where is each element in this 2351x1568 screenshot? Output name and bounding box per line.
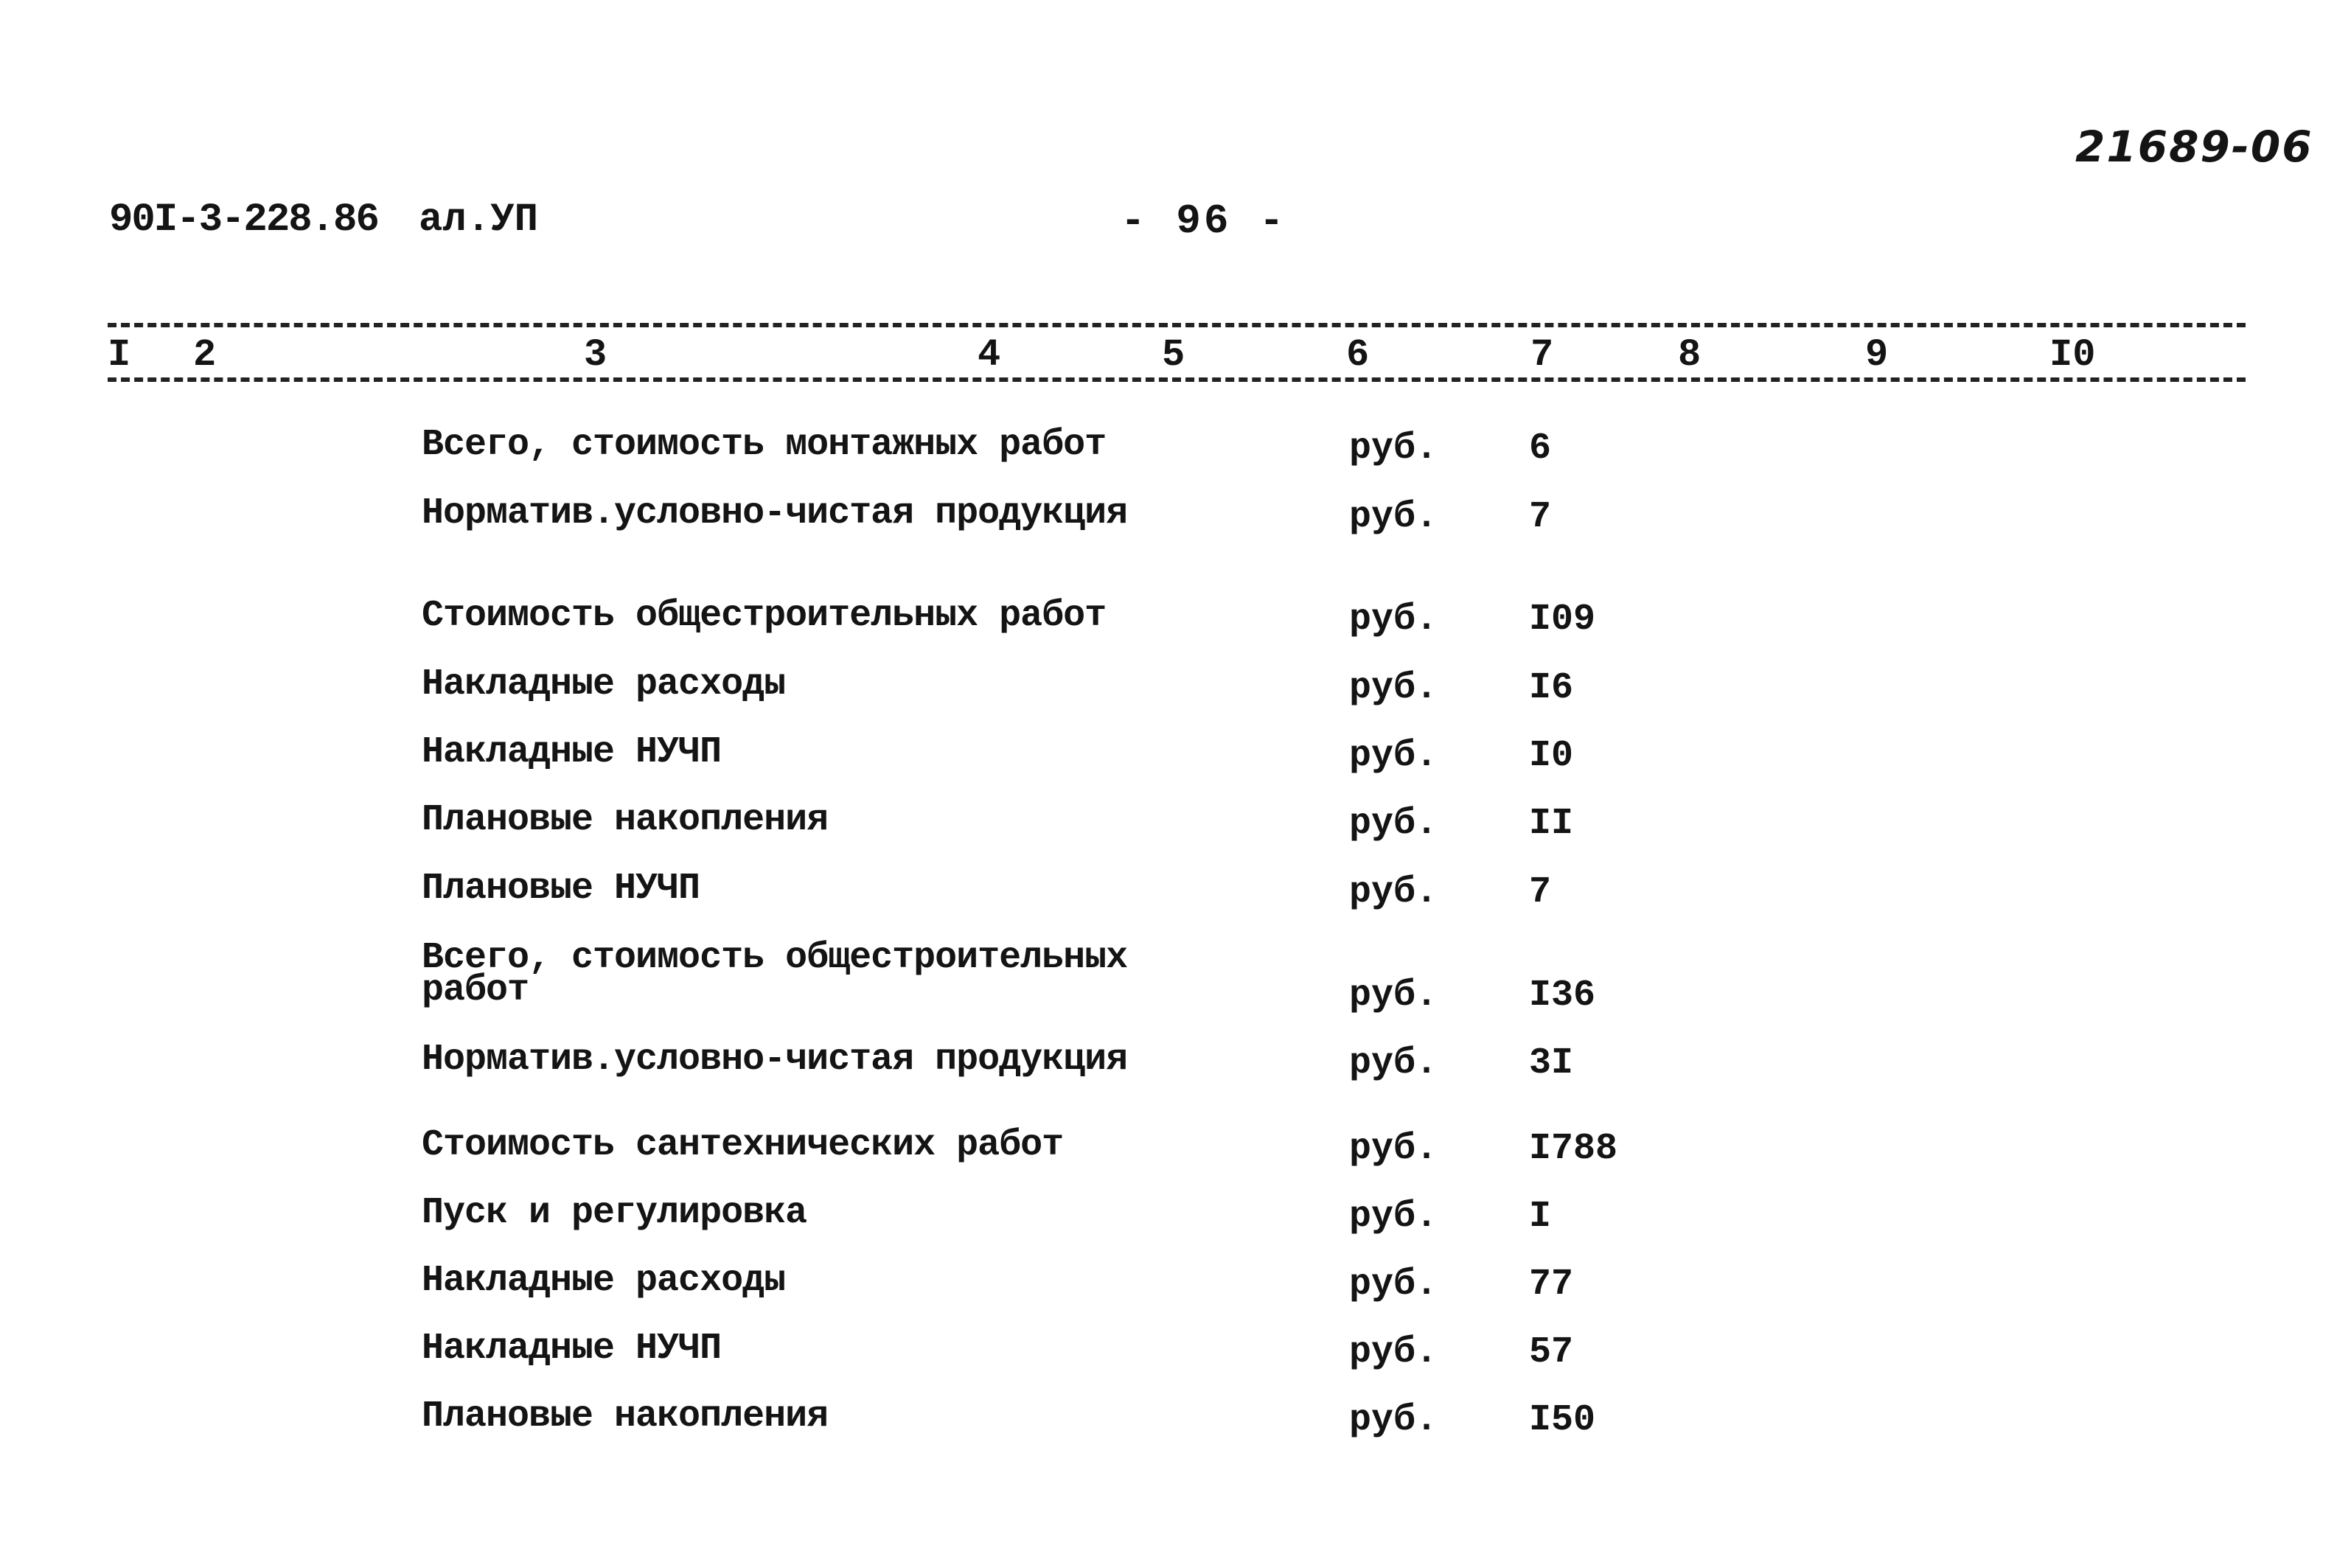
table-row bbox=[0, 731, 2351, 794]
row-unit: руб. bbox=[1349, 667, 1438, 709]
row-label: Плановые накопления bbox=[422, 1395, 829, 1438]
row-value: 3I bbox=[1529, 1042, 1574, 1084]
row-unit: руб. bbox=[1349, 496, 1438, 538]
row-label: Накладные расходы bbox=[422, 1260, 786, 1302]
row-value: 7 bbox=[1529, 496, 1552, 538]
row-unit: руб. bbox=[1349, 1042, 1438, 1084]
table-row bbox=[0, 424, 2351, 487]
row-value: 7 bbox=[1529, 871, 1552, 913]
row-unit: руб. bbox=[1349, 599, 1438, 641]
table-row bbox=[0, 1395, 2351, 1458]
row-label: Всего, стоимость общестроительных работ bbox=[422, 937, 1128, 1011]
column-number-7: 7 bbox=[1530, 333, 1554, 377]
table-row bbox=[0, 937, 2351, 1031]
column-number-8: 8 bbox=[1678, 333, 1702, 377]
row-value: II bbox=[1529, 803, 1574, 845]
row-label: Плановые накопления bbox=[422, 799, 829, 841]
table-row bbox=[0, 1039, 2351, 1101]
column-number-10: I0 bbox=[2049, 333, 2096, 377]
row-value: I09 bbox=[1529, 599, 1596, 641]
row-value: I788 bbox=[1529, 1128, 1618, 1170]
row-value: 77 bbox=[1529, 1264, 1574, 1306]
table-row bbox=[0, 492, 2351, 555]
sheet-label: ал.УП bbox=[419, 198, 539, 243]
page-number: - 96 - bbox=[1121, 198, 1287, 245]
row-value: I6 bbox=[1529, 667, 1574, 709]
table-row bbox=[0, 1124, 2351, 1187]
row-value: I0 bbox=[1529, 735, 1574, 777]
row-unit: руб. bbox=[1349, 1264, 1438, 1306]
table-row bbox=[0, 1192, 2351, 1255]
table-row bbox=[0, 1328, 2351, 1390]
column-number-3: 3 bbox=[584, 333, 607, 377]
row-label: Плановые НУЧП bbox=[422, 868, 700, 910]
column-number-2: 2 bbox=[193, 333, 217, 377]
row-unit: руб. bbox=[1349, 1331, 1438, 1373]
row-unit: руб. bbox=[1349, 975, 1438, 1017]
column-number-4: 4 bbox=[978, 333, 1001, 377]
table-row bbox=[0, 868, 2351, 930]
table-row bbox=[0, 1260, 2351, 1323]
row-unit: руб. bbox=[1349, 1196, 1438, 1238]
row-unit: руб. bbox=[1349, 803, 1438, 845]
row-unit: руб. bbox=[1349, 1399, 1438, 1441]
row-unit: руб. bbox=[1349, 428, 1438, 470]
dashed-rule-top bbox=[108, 323, 2246, 327]
row-label: Накладные НУЧП bbox=[422, 1328, 722, 1370]
column-number-9: 9 bbox=[1865, 333, 1889, 377]
row-label: Норматив.условно-чистая продукция bbox=[422, 492, 1128, 534]
row-value: 57 bbox=[1529, 1331, 1574, 1373]
dashed-rule-bottom bbox=[108, 377, 2246, 382]
row-label: Норматив.условно-чистая продукция bbox=[422, 1039, 1128, 1081]
archive-number: 21689-06 bbox=[2075, 122, 2313, 172]
row-label: Пуск и регулировка bbox=[422, 1192, 807, 1234]
row-value: 6 bbox=[1529, 428, 1552, 470]
column-number-1: I bbox=[108, 333, 131, 377]
row-label: Стоимость сантехнических работ bbox=[422, 1124, 1064, 1166]
row-value: I36 bbox=[1529, 975, 1596, 1017]
table-row bbox=[0, 799, 2351, 862]
row-label: Накладные НУЧП bbox=[422, 731, 722, 773]
column-number-6: 6 bbox=[1346, 333, 1370, 377]
row-unit: руб. bbox=[1349, 735, 1438, 777]
column-number-5: 5 bbox=[1162, 333, 1185, 377]
document-code: 90I-3-228.86 bbox=[109, 198, 378, 243]
table-row bbox=[0, 663, 2351, 726]
row-value: I bbox=[1529, 1196, 1552, 1238]
row-label: Накладные расходы bbox=[422, 663, 786, 705]
table-row bbox=[0, 595, 2351, 658]
row-unit: руб. bbox=[1349, 1128, 1438, 1170]
row-value: I50 bbox=[1529, 1399, 1596, 1441]
row-unit: руб. bbox=[1349, 871, 1438, 913]
row-label: Стоимость общестроительных работ bbox=[422, 595, 1107, 637]
row-label: Всего, стоимость монтажных работ bbox=[422, 424, 1107, 466]
